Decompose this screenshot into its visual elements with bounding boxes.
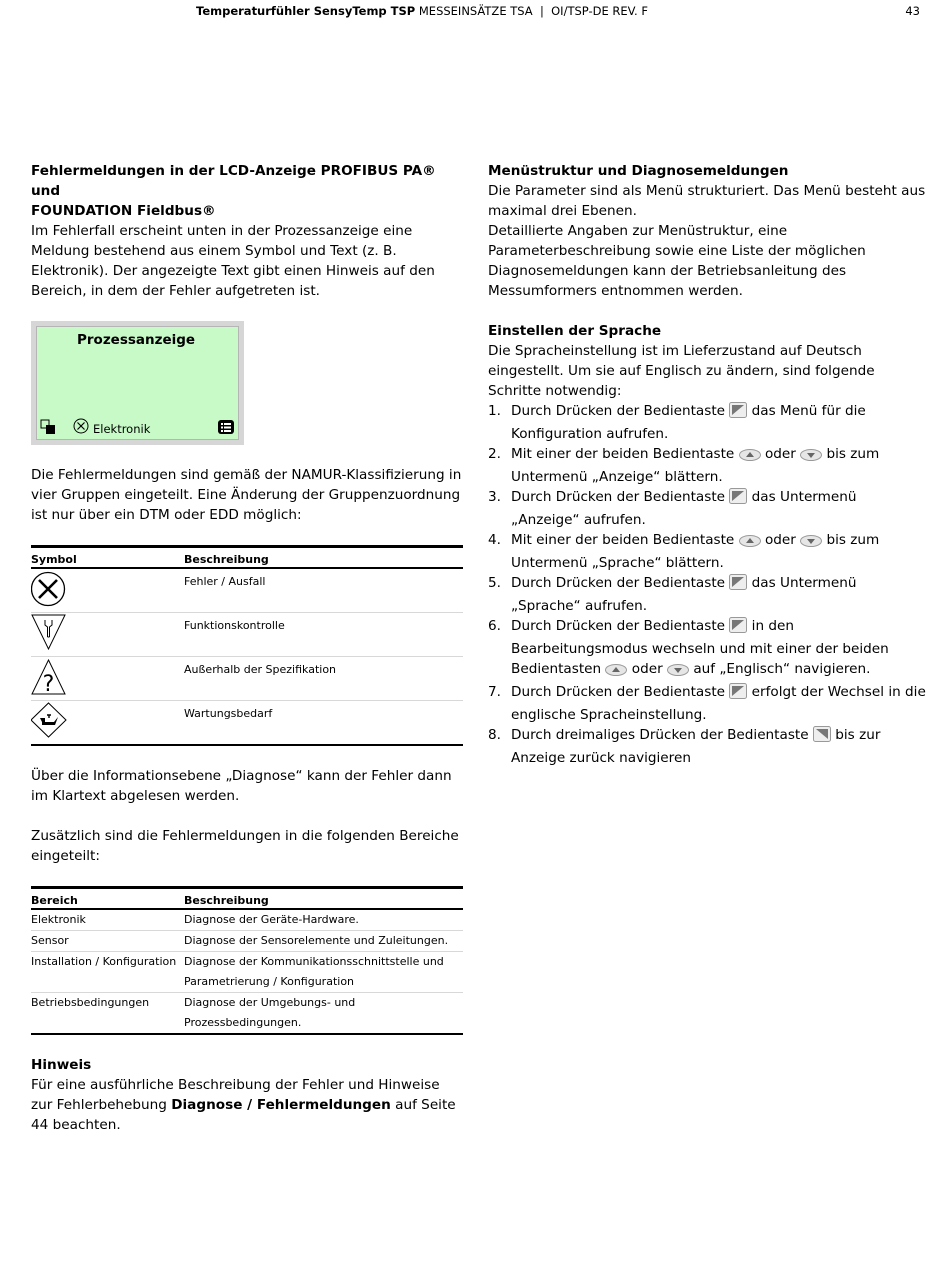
up-key-icon	[739, 533, 761, 553]
step-text: das Untermenü „Anzeige“ aufrufen.	[511, 489, 857, 528]
enter-key-icon	[729, 488, 747, 510]
area-name: Sensor	[31, 931, 184, 952]
step-text: bis zur Anzeige zurück navigieren	[511, 727, 881, 766]
up-key-icon	[739, 447, 761, 467]
step-text: Durch Drücken der Bedientaste	[511, 684, 730, 700]
step-number: 3.	[488, 489, 501, 505]
up-key-icon	[605, 662, 627, 682]
area-name: Installation / Konfiguration	[31, 952, 184, 993]
menu-structure-p1: Die Parameter sind als Menü strukturiert. Das Menü besteht aus maximal drei Ebenen.	[488, 183, 926, 219]
step-text: Durch Drücken der Bedientaste	[511, 575, 730, 591]
lcd-error-heading-line1: Fehlermeldungen in der LCD-Anzeige PROFIBUS PA® und	[31, 163, 436, 199]
area-description: Diagnose der Sensorelemente und Zuleitungen.	[184, 931, 463, 952]
step-number: 7.	[488, 684, 501, 700]
menu-structure-heading: Menüstruktur und Diagnosemeldungen	[488, 163, 789, 179]
table-row	[31, 701, 463, 746]
running-header	[196, 4, 648, 18]
namur-text: Die Fehlermeldungen sind gemäß der NAMUR-Klassifizierung in vier Gruppen eingeteilt. Eine Änderung der Gruppenzuordnung ist nur über ein DTM oder EDD möglich:	[31, 467, 462, 523]
symbol-cell	[31, 568, 184, 613]
area-description: Diagnose der Umgebungs- und Prozessbedingungen.	[184, 993, 463, 1035]
list-item	[488, 682, 928, 725]
list-item	[488, 530, 928, 573]
lcd-screen	[36, 326, 239, 440]
step-text: oder	[760, 532, 801, 548]
language-intro: Die Spracheinstellung ist im Lieferzustand auf Deutsch eingestellt. Um sie auf Englisch zu ändern, sind folgende Schritte notwendig:	[488, 343, 875, 399]
note-text-b: auf Seite 44 beachten.	[31, 1097, 456, 1133]
step-text: Durch Drücken der Bedientaste	[511, 618, 730, 634]
symbol-col-header: Symbol	[31, 547, 184, 569]
list-item	[488, 444, 928, 487]
table-row	[31, 931, 463, 952]
lcd-error-heading	[31, 161, 463, 221]
symbol-cell	[31, 657, 184, 701]
list-item	[488, 487, 928, 530]
step-number: 5.	[488, 575, 501, 591]
step-text: in den Bearbeitungsmodus wechseln und mit einer der beiden Bedientasten	[511, 618, 889, 677]
note-link-text: Diagnose / Fehlermeldungen	[171, 1097, 391, 1113]
symbol-description: Außerhalb der Spezifikation	[184, 657, 463, 701]
list-item	[488, 573, 928, 616]
symbol-description: Fehler / Ausfall	[184, 568, 463, 613]
table-row	[31, 909, 463, 931]
description-col-header: Beschreibung	[184, 547, 463, 569]
lcd-error-intro: Im Fehlerfall erscheint unten in der Prozessanzeige eine Meldung bestehend aus einem Symbol und Text (z. B. Elektronik). Der angezeigte Text gibt einen Hinweis auf den Bereich, in dem der Fehler aufgetreten ist.	[31, 223, 435, 299]
header-doc-info: MESSEINSÄTZE TSA | OI/TSP-DE REV. F	[415, 4, 648, 18]
symbol-table	[31, 545, 463, 746]
language-steps	[488, 401, 928, 768]
table-row	[31, 657, 463, 701]
symbol-description: Wartungsbedarf	[184, 701, 463, 746]
step-text: auf „Englisch“ navigieren.	[689, 661, 871, 677]
back-key-icon	[813, 726, 831, 748]
svg-text:?: ?	[42, 672, 55, 697]
area-table-header	[31, 888, 463, 910]
table-row	[31, 613, 463, 657]
list-item	[488, 725, 928, 768]
page-number: 43	[905, 4, 920, 18]
step-text: das Untermenü „Sprache“ aufrufen.	[511, 575, 857, 614]
step-text: Durch Drücken der Bedientaste	[511, 403, 730, 419]
step-text: oder	[760, 446, 801, 462]
header-doc-title: Temperaturfühler SensyTemp TSP	[196, 4, 416, 18]
failure-x-icon	[73, 418, 89, 434]
step-number: 6.	[488, 618, 501, 634]
down-key-icon	[800, 533, 822, 553]
step-text: Durch Drücken der Bedientaste	[511, 489, 730, 505]
symbol-description: Funktionskontrolle	[184, 613, 463, 657]
table-row	[31, 952, 463, 993]
enter-key-icon	[729, 574, 747, 596]
step-number: 2.	[488, 446, 501, 462]
area-description: Diagnose der Geräte-Hardware.	[184, 909, 463, 931]
area-name: Elektronik	[31, 909, 184, 931]
step-text: erfolgt der Wechsel in die englische Spracheinstellung.	[511, 684, 926, 723]
diagnose-text: Über die Informationsebene „Diagnose“ kann der Fehler dann im Klartext abgelesen werden.	[31, 768, 452, 804]
lcd-title: Prozessanzeige	[77, 332, 196, 348]
out-of-spec-icon	[31, 657, 67, 697]
area-description: Diagnose der Kommunikationsschnittstelle und Parametrierung / Konfiguration	[184, 952, 463, 993]
lcd-error-heading-line2: FOUNDATION Fieldbus®	[31, 203, 216, 219]
failure-x-icon	[31, 569, 67, 609]
step-text: Mit einer der beiden Bedientaste	[511, 532, 739, 548]
areas-text: Zusätzlich sind die Fehlermeldungen in die folgenden Bereiche eingeteilt:	[31, 828, 459, 864]
maintenance-icon	[31, 701, 67, 741]
table-row	[31, 568, 463, 613]
area-name: Betriebsbedingungen	[31, 993, 184, 1035]
symbol-table-header	[31, 547, 463, 569]
step-number: 1.	[488, 403, 501, 419]
right-column	[488, 161, 928, 768]
down-key-icon	[800, 447, 822, 467]
lcd-message-label: Elektronik	[93, 422, 151, 436]
note-text	[31, 1075, 463, 1135]
enter-key-icon	[729, 617, 747, 639]
function-check-icon	[31, 613, 67, 653]
step-text: Durch dreimaliges Drücken der Bedientaste	[511, 727, 813, 743]
list-item	[488, 616, 928, 682]
step-text: bis zum Untermenü „Sprache“ blättern.	[511, 532, 880, 571]
enter-key-icon	[729, 683, 747, 705]
area-col-header: Bereich	[31, 888, 184, 910]
step-text: oder	[627, 661, 667, 677]
symbol-cell	[31, 701, 184, 746]
note-heading: Hinweis	[31, 1057, 92, 1073]
step-number: 4.	[488, 532, 501, 548]
left-column	[31, 161, 463, 1135]
step-text: das Menü für die Konfiguration aufrufen.	[511, 403, 866, 442]
enter-key-icon	[729, 402, 747, 424]
note-text-a: Für eine ausführliche Beschreibung der Fehler und Hinweise zur Fehlerbehebung	[31, 1077, 440, 1113]
area-table	[31, 886, 463, 1035]
list-item	[488, 401, 928, 444]
symbol-cell	[31, 613, 184, 657]
table-row	[31, 993, 463, 1035]
step-text: Mit einer der beiden Bedientaste	[511, 446, 739, 462]
step-text: bis zum Untermenü „Anzeige“ blättern.	[511, 446, 880, 485]
area-description-col-header: Beschreibung	[184, 888, 463, 910]
step-number: 8.	[488, 727, 501, 743]
down-key-icon	[667, 662, 689, 682]
process-display-illustration	[31, 321, 244, 445]
display-mode-icon	[40, 419, 56, 435]
menu-list-icon	[218, 420, 234, 434]
language-heading: Einstellen der Sprache	[488, 323, 662, 339]
menu-structure-p2: Detaillierte Angaben zur Menüstruktur, eine Parameterbeschreibung sowie eine Liste der möglichen Diagnosemeldungen kann der Betriebsanleitung des Messumformers entnommen werden.	[488, 223, 866, 299]
